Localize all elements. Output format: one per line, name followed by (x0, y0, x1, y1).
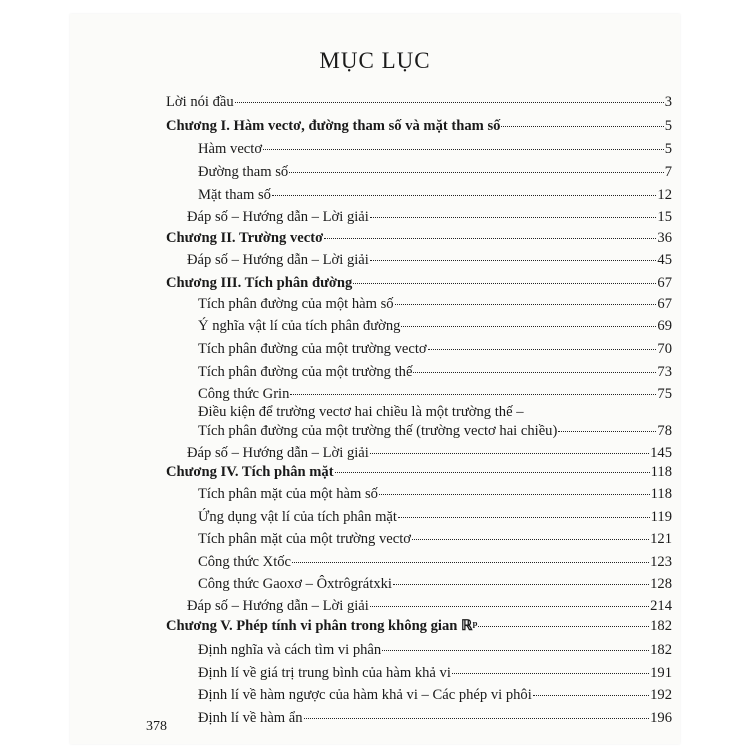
toc-leader-dots (370, 260, 657, 261)
toc-entry-label: Chương III. Tích phân đường (166, 275, 353, 291)
toc-chapter-entry (166, 463, 672, 481)
toc-entry-page: 214 (650, 598, 672, 614)
toc-entry-label: Định lí về hàm ẩn (198, 710, 303, 726)
toc-entry-page: 121 (650, 531, 672, 547)
toc-entry-label: Chương II. Trường vectơ (166, 230, 324, 246)
toc-entry-label: Tích phân đường của một trường thế (trường vectơ hai chiều) (198, 423, 558, 439)
toc-entry-label: Chương I. Hàm vectơ, đường tham số và mặt tham số (166, 118, 501, 134)
toc-entry-label: Mặt tham số (198, 187, 271, 203)
toc-entry (198, 140, 672, 158)
toc-leader-dots (393, 584, 649, 585)
toc-entry (198, 664, 672, 682)
toc-leader-dots (395, 304, 657, 305)
toc-entry (198, 553, 672, 571)
page-number: 378 (146, 719, 167, 734)
toc-entry-page: 182 (650, 642, 672, 658)
toc-leader-dots (452, 673, 649, 674)
toc-entry (198, 317, 672, 335)
toc-entry-page: 182 (650, 618, 672, 634)
toc-entry-label: Đáp số – Hướng dẫn – Lời giải (187, 598, 369, 614)
toc-leader-dots (382, 650, 649, 651)
toc-entry-label: Định lí về hàm ngược của hàm khả vi – Các phép vi phôi (198, 687, 532, 703)
toc-entry-label: Tích phân mặt của một hàm số (198, 486, 378, 502)
toc-entry-page: 45 (657, 252, 672, 268)
toc-entry-page: 118 (650, 464, 672, 480)
toc-leader-dots (353, 283, 656, 284)
toc-leader-dots (272, 195, 656, 196)
toc-entry-page: 145 (650, 445, 672, 461)
toc-entry-label: Tích phân đường của một trường vectơ (198, 341, 427, 357)
toc-leader-dots (379, 494, 650, 495)
book-page (70, 14, 680, 744)
toc-entry (198, 403, 672, 421)
toc-leader-dots (292, 562, 649, 563)
toc-entry-label: Đáp số – Hướng dẫn – Lời giải (187, 252, 369, 268)
toc-entry-label: Tích phân mặt của một trường vectơ (198, 531, 411, 547)
toc-leader-dots (501, 126, 663, 127)
toc-leader-dots (335, 472, 650, 473)
toc-entry-page: 196 (650, 710, 672, 726)
toc-entry-label: Điều kiện để trường vectơ hai chiều là một trường thế – (198, 404, 524, 420)
toc-entry (198, 641, 672, 659)
toc-entry (198, 709, 672, 727)
toc-entry (198, 363, 672, 381)
toc-entry-page: 7 (664, 164, 672, 180)
toc-leader-dots (428, 349, 657, 350)
toc-entry-label: Đáp số – Hướng dẫn – Lời giải (187, 445, 369, 461)
toc-entry-label: Định nghĩa và cách tìm vi phân (198, 642, 382, 658)
toc-leader-dots (412, 539, 649, 540)
page-title: MỤC LỤC (319, 48, 431, 73)
toc-entry-label: Tích phân đường của một hàm số (198, 296, 394, 312)
toc-entry-label: Đường tham số (198, 164, 289, 180)
toc-leader-dots (289, 172, 663, 173)
toc-entry (198, 295, 672, 313)
toc-entry-label: Ý nghĩa vật lí của tích phân đường (198, 318, 401, 334)
toc-entry-label: Định lí về giá trị trung bình của hàm khả vi (198, 665, 451, 681)
toc-leader-dots (413, 372, 656, 373)
toc-entry (198, 575, 672, 593)
toc-leader-dots (263, 149, 664, 150)
toc-entry (198, 508, 672, 526)
toc-entry-label: Đáp số – Hướng dẫn – Lời giải (187, 209, 369, 225)
toc-entry (166, 93, 672, 111)
toc-entry-page: 128 (650, 576, 672, 592)
toc-entry-label: Tích phân đường của một trường thế (198, 364, 413, 380)
toc-entry (187, 208, 672, 226)
toc-chapter-entry (166, 117, 672, 135)
toc-entry-page: 12 (657, 187, 672, 203)
toc-entry-page: 5 (664, 141, 672, 157)
toc-entry-page: 191 (650, 665, 672, 681)
toc-entry-label: Công thức Gaoxơ – Ôxtrôgrátxki (198, 576, 392, 592)
toc-entry (198, 340, 672, 358)
toc-leader-dots (401, 326, 656, 327)
toc-leader-dots (398, 517, 650, 518)
toc-entry (198, 186, 672, 204)
toc-entry-page: 73 (657, 364, 672, 380)
toc-leader-dots (478, 626, 649, 627)
toc-leader-dots (370, 453, 649, 454)
toc-entry-page: 67 (657, 275, 672, 291)
toc-entry-page: 123 (650, 554, 672, 570)
toc-entry-page: 118 (650, 486, 672, 502)
toc-entry (198, 485, 672, 503)
toc-entry (187, 251, 672, 269)
toc-entry-page: 70 (657, 341, 672, 357)
toc-entry-label: Chương V. Phép tính vi phân trong không gian ℝᵖ (166, 618, 478, 634)
toc-leader-dots (304, 718, 650, 719)
toc-entry-label: Lời nói đầu (166, 94, 234, 110)
toc-entry-label: Chương IV. Tích phân mặt (166, 464, 334, 480)
toc-chapter-entry (166, 617, 672, 635)
toc-entry-page: 69 (657, 318, 672, 334)
toc-entry (187, 444, 672, 462)
toc-leader-dots (324, 238, 656, 239)
toc-leader-dots (533, 695, 649, 696)
toc-entry (198, 422, 672, 440)
toc-entry-page: 67 (657, 296, 672, 312)
toc-entry-page: 119 (650, 509, 672, 525)
toc-leader-dots (370, 217, 657, 218)
toc-entry (198, 530, 672, 548)
toc-entry (187, 597, 672, 615)
toc-chapter-entry (166, 229, 672, 247)
toc-entry-label: Công thức Grin (198, 386, 290, 402)
toc-entry-page: 78 (657, 423, 672, 439)
toc-entry (198, 163, 672, 181)
toc-leader-dots (558, 431, 656, 432)
toc-entry-page: 192 (650, 687, 672, 703)
toc-leader-dots (235, 102, 664, 103)
toc-entry-label: Hàm vectơ (198, 141, 263, 157)
toc-entry-page: 3 (664, 94, 672, 110)
toc-entry-page: 36 (657, 230, 672, 246)
toc-entry-label: Ứng dụng vật lí của tích phân mặt (198, 509, 397, 525)
toc-entry-page: 75 (657, 386, 672, 402)
toc-entry-label: Công thức Xtốc (198, 554, 292, 570)
toc-chapter-entry (166, 274, 672, 292)
toc-entry (198, 385, 672, 403)
toc-leader-dots (290, 394, 656, 395)
toc-entry (198, 686, 672, 704)
toc-entry-page: 5 (664, 118, 672, 134)
toc-leader-dots (370, 606, 649, 607)
toc-entry-page: 15 (657, 209, 672, 225)
